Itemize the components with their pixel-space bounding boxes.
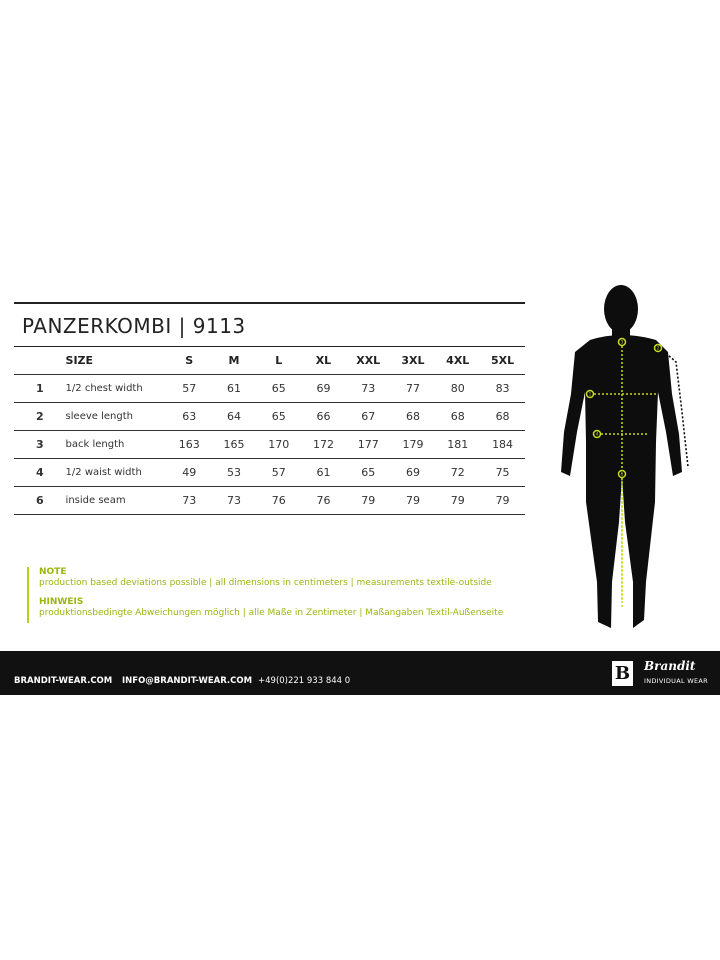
size-table	[14, 347, 525, 515]
top-rule	[14, 302, 525, 304]
cell-value: 184	[480, 431, 525, 459]
cell-value: 77	[391, 375, 436, 403]
cell-value: 79	[346, 487, 391, 515]
cell-value: 68	[480, 403, 525, 431]
cell-value: 177	[346, 431, 391, 459]
table-header-row	[14, 347, 525, 375]
row-label: inside seam	[66, 487, 167, 515]
header-l: L	[256, 347, 301, 375]
cell-value: 80	[435, 375, 480, 403]
cell-value: 170	[256, 431, 301, 459]
cell-value: 79	[391, 487, 436, 515]
marker-1-label: 1	[588, 391, 592, 397]
cell-value: 76	[301, 487, 346, 515]
cell-value: 73	[346, 375, 391, 403]
cell-value: 63	[167, 403, 212, 431]
brandit-logo-mark: B	[612, 661, 633, 686]
row-number: 2	[14, 403, 66, 431]
phone-number: +49(0)221 933 844 0	[258, 676, 351, 686]
marker-6-label: 6	[620, 471, 624, 477]
header-3xl: 3XL	[391, 347, 436, 375]
email-link[interactable]: INFO@BRANDIT-WEAR.COM	[122, 676, 253, 686]
row-number: 1	[14, 375, 66, 403]
row-number: 4	[14, 459, 66, 487]
cell-value: 68	[391, 403, 436, 431]
cell-value: 79	[435, 487, 480, 515]
cell-value: 49	[167, 459, 212, 487]
header-xxl: XXL	[346, 347, 391, 375]
cell-value: 73	[167, 487, 212, 515]
cell-value: 53	[212, 459, 257, 487]
cell-value: 75	[480, 459, 525, 487]
cell-value: 65	[256, 403, 301, 431]
cell-value: 65	[256, 375, 301, 403]
cell-value: 69	[301, 375, 346, 403]
marker-2-label: 2	[656, 345, 660, 351]
hinweis-text: produktionsbedingte Abweichungen möglich | alle Maße in Zentimeter | Maßangaben Textil-Außenseite	[39, 608, 504, 618]
header-num	[14, 347, 66, 375]
table-row	[14, 487, 525, 515]
cell-value: 73	[212, 487, 257, 515]
header-4xl: 4XL	[435, 347, 480, 375]
marker-4-label: 4	[595, 431, 599, 437]
header-size: SIZE	[66, 347, 167, 375]
cell-value: 69	[391, 459, 436, 487]
cell-value: 179	[391, 431, 436, 459]
table-row	[14, 431, 525, 459]
cell-value: 57	[167, 375, 212, 403]
silhouette	[561, 285, 682, 628]
note-heading: NOTE	[39, 567, 67, 577]
row-number: 3	[14, 431, 66, 459]
notes-accent-bar	[27, 567, 29, 623]
header-m: M	[212, 347, 257, 375]
cell-value: 76	[256, 487, 301, 515]
cell-value: 68	[435, 403, 480, 431]
brandit-tagline: INDIVIDUAL WEAR	[644, 677, 708, 685]
cell-value: 65	[346, 459, 391, 487]
footer-bar	[0, 651, 720, 695]
cell-value: 79	[480, 487, 525, 515]
marker-3-label: 3	[620, 339, 624, 345]
cell-value: 61	[301, 459, 346, 487]
row-number: 6	[14, 487, 66, 515]
header-s: S	[167, 347, 212, 375]
website-link[interactable]: BRANDIT-WEAR.COM	[14, 676, 113, 686]
hinweis-heading: HINWEIS	[39, 597, 84, 607]
table-row	[14, 459, 525, 487]
cell-value: 72	[435, 459, 480, 487]
notes-block	[39, 567, 503, 619]
page-title: PANZERKOMBI | 9113	[22, 314, 246, 338]
cell-value: 66	[301, 403, 346, 431]
header-5xl: 5XL	[480, 347, 525, 375]
cell-value: 172	[301, 431, 346, 459]
cell-value: 61	[212, 375, 257, 403]
row-label: 1/2 waist width	[66, 459, 167, 487]
cell-value: 83	[480, 375, 525, 403]
cell-value: 67	[346, 403, 391, 431]
note-text: production based deviations possible | all dimensions in centimeters | measurements textile-outside	[39, 578, 492, 588]
row-label: 1/2 chest width	[66, 375, 167, 403]
cell-value: 64	[212, 403, 257, 431]
table-row	[14, 375, 525, 403]
cell-value: 165	[212, 431, 257, 459]
row-label: sleeve length	[66, 403, 167, 431]
cell-value: 181	[435, 431, 480, 459]
row-label: back length	[66, 431, 167, 459]
table-row	[14, 403, 525, 431]
brandit-logo-wordmark: Brandit	[644, 659, 696, 673]
header-xl: XL	[301, 347, 346, 375]
cell-value: 57	[256, 459, 301, 487]
cell-value: 163	[167, 431, 212, 459]
body-silhouette-figure	[552, 282, 702, 637]
